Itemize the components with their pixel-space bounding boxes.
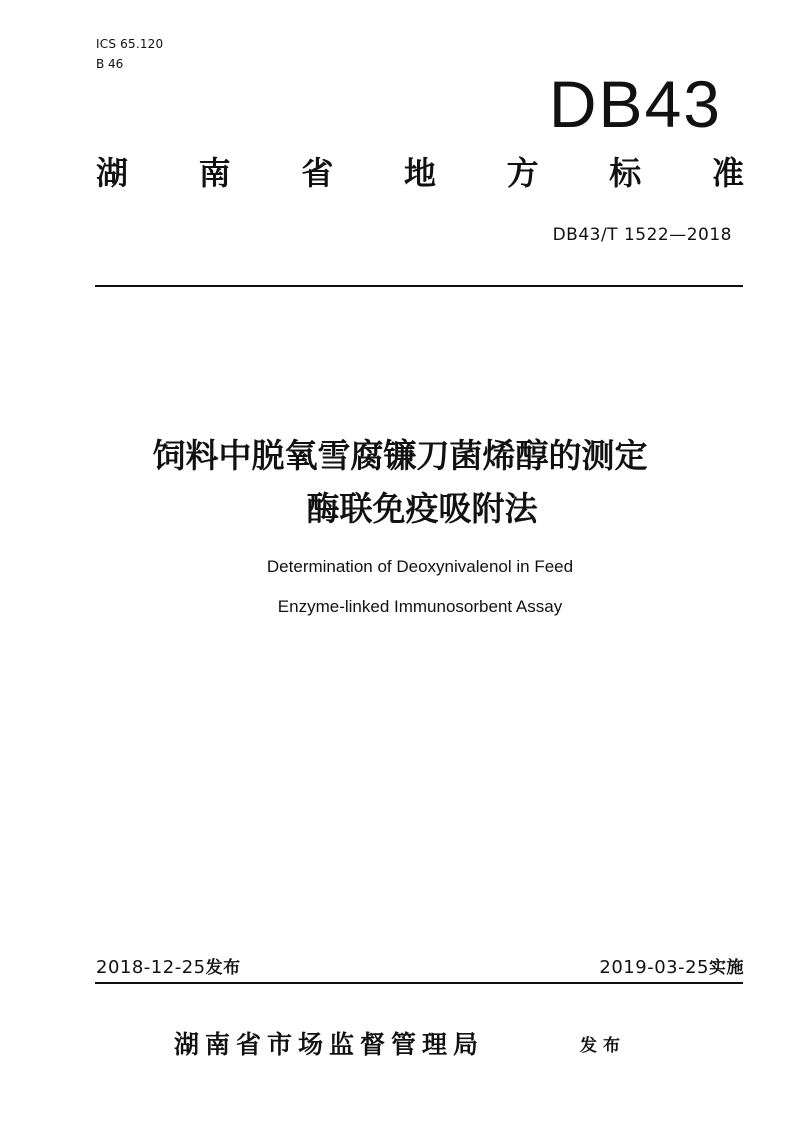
standard-type-char: 准 bbox=[711, 154, 744, 192]
ccs-code: B 46 bbox=[96, 57, 124, 71]
standard-number: DB43/T 1522—2018 bbox=[552, 225, 732, 245]
standard-code-large: DB43 bbox=[548, 67, 722, 141]
implement-label: 实施 bbox=[709, 958, 744, 978]
standard-type-char: 标 bbox=[609, 154, 642, 192]
implement-date: 2019-03-25 bbox=[599, 957, 709, 978]
publisher-label: 发布 bbox=[580, 1036, 626, 1056]
standard-type-char: 方 bbox=[506, 154, 539, 192]
standard-type-char: 地 bbox=[403, 154, 436, 192]
title-chinese-line2: 酶联免疫吸附法 bbox=[306, 489, 538, 528]
standard-type-heading bbox=[96, 148, 744, 194]
ics-code: ICS 65.120 bbox=[96, 37, 164, 51]
dates-row bbox=[96, 956, 744, 980]
title-english-line2: Enzyme-linked Immunosorbent Assay bbox=[277, 597, 563, 616]
issue-date-block bbox=[96, 956, 241, 980]
top-divider bbox=[95, 285, 743, 287]
issue-label: 发布 bbox=[205, 958, 241, 978]
implement-date-block bbox=[599, 956, 744, 980]
title-chinese-line1: 饲料中脱氧雪腐镰刀菌烯醇的测定 bbox=[152, 436, 648, 475]
title-english-line1: Determination of Deoxynivalenol in Feed bbox=[266, 557, 574, 576]
standard-type-char: 湖 bbox=[96, 154, 129, 192]
standard-type-char: 南 bbox=[198, 154, 231, 192]
issue-date: 2018-12-25 bbox=[96, 957, 206, 978]
publisher-name: 湖南省市场监督管理局 bbox=[174, 1030, 485, 1059]
standard-type-char: 省 bbox=[301, 154, 334, 192]
bottom-divider bbox=[95, 982, 743, 984]
